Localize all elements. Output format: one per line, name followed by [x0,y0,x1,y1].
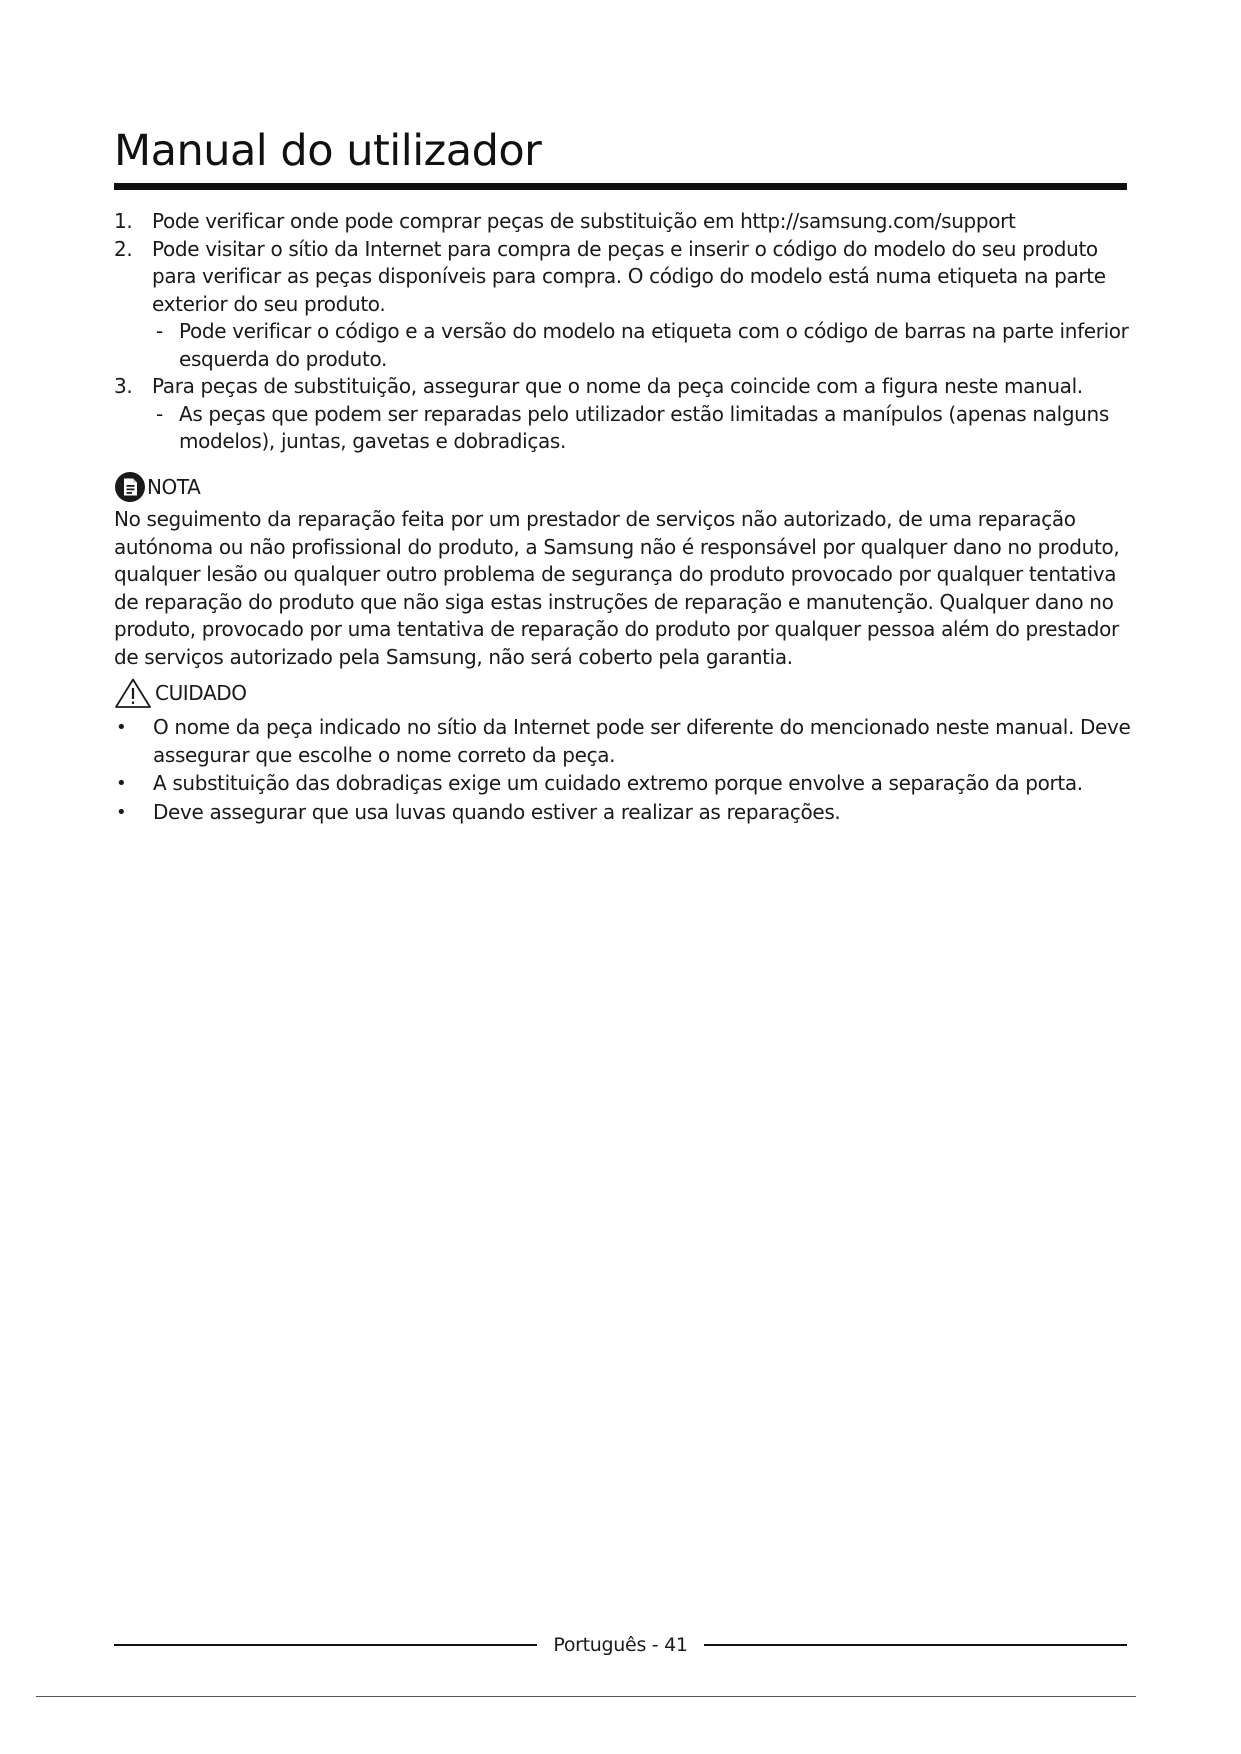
bullet-marker: • [116,801,127,823]
nota-text: No seguimento da reparação feita por um prestador de serviços não autorizado, de uma reparação autónoma ou não profissional do produto, a Samsung não é responsável por qualquer dano no produto, qualquer lesão ou qualquer outro problema de segurança do produto provocado por qualquer tentativa de reparação do produto que não siga estas instruções de reparação e manutenção. Qualquer dano no produto, provocado por uma tentativa de reparação do produto por qualquer pessoa além do prestador de serviços autorizado pela Samsung, não será coberto pela garantia. [114,507,1120,669]
step-text: Para peças de substituição, assegurar que o nome da peça coincide com a figura neste manual. [152,374,1083,398]
caution-text: O nome da peça indicado no sítio da Internet pode ser diferente do mencionado neste manual. Deve assegurar que escolhe o nome correto da peça. [153,715,1131,767]
caution-list [114,714,1134,827]
step-text: Pode verificar onde pode comprar peças de substituição em http://samsung.com/support [152,209,1016,233]
nota-heading [114,471,200,503]
page-number: Português - 41 [553,1634,688,1656]
caution-item [114,799,1134,827]
step-item [114,208,1134,236]
caution-text: Deve assegurar que usa luvas quando estiver a realizar as reparações. [153,799,841,824]
step-subnote [152,401,1134,456]
footer-rule-left [114,1644,537,1646]
caution-text: A substituição das dobradiças exige um cuidado extremo porque envolve a separação da porta. [153,771,1083,795]
step-text: Pode visitar o sítio da Internet para compra de peças e inserir o código do modelo do seu produto para verificar as peças disponíveis para compra. O código do modelo está numa etiqueta na parte exterior do seu produto. [152,236,1106,316]
step-number: 3. [114,374,133,398]
note-icon [114,471,146,503]
subnote-dash: - [156,401,163,426]
bottom-rule [36,1696,1136,1697]
caution-heading [114,677,247,709]
nota-label: NOTA [147,475,201,499]
caution-item [114,770,1134,798]
step-item [114,236,1134,374]
subnote-dash: - [156,319,163,343]
step-number: 1. [114,209,133,233]
page-footer [114,1630,1127,1660]
subnote-text: Pode verificar o código e a versão do modelo na etiqueta com o código de barras na parte inferior esquerda do produto. [179,319,1129,371]
page-title: Manual do utilizador [114,126,542,176]
step-subnote [152,318,1134,373]
warning-icon [114,677,152,709]
bullet-marker: • [116,773,127,794]
step-number: 2. [114,236,133,261]
bullet-marker: • [116,717,127,738]
caution-label: CUIDADO [155,681,247,705]
step-item [114,373,1134,456]
footer-rule-right [704,1644,1127,1646]
title-underline [114,183,1127,190]
caution-item [114,714,1134,769]
subnote-text: As peças que podem ser reparadas pelo utilizador estão limitadas a manípulos (apenas nalguns modelos), juntas, gavetas e dobradiças. [179,401,1109,453]
steps-list [114,208,1134,456]
